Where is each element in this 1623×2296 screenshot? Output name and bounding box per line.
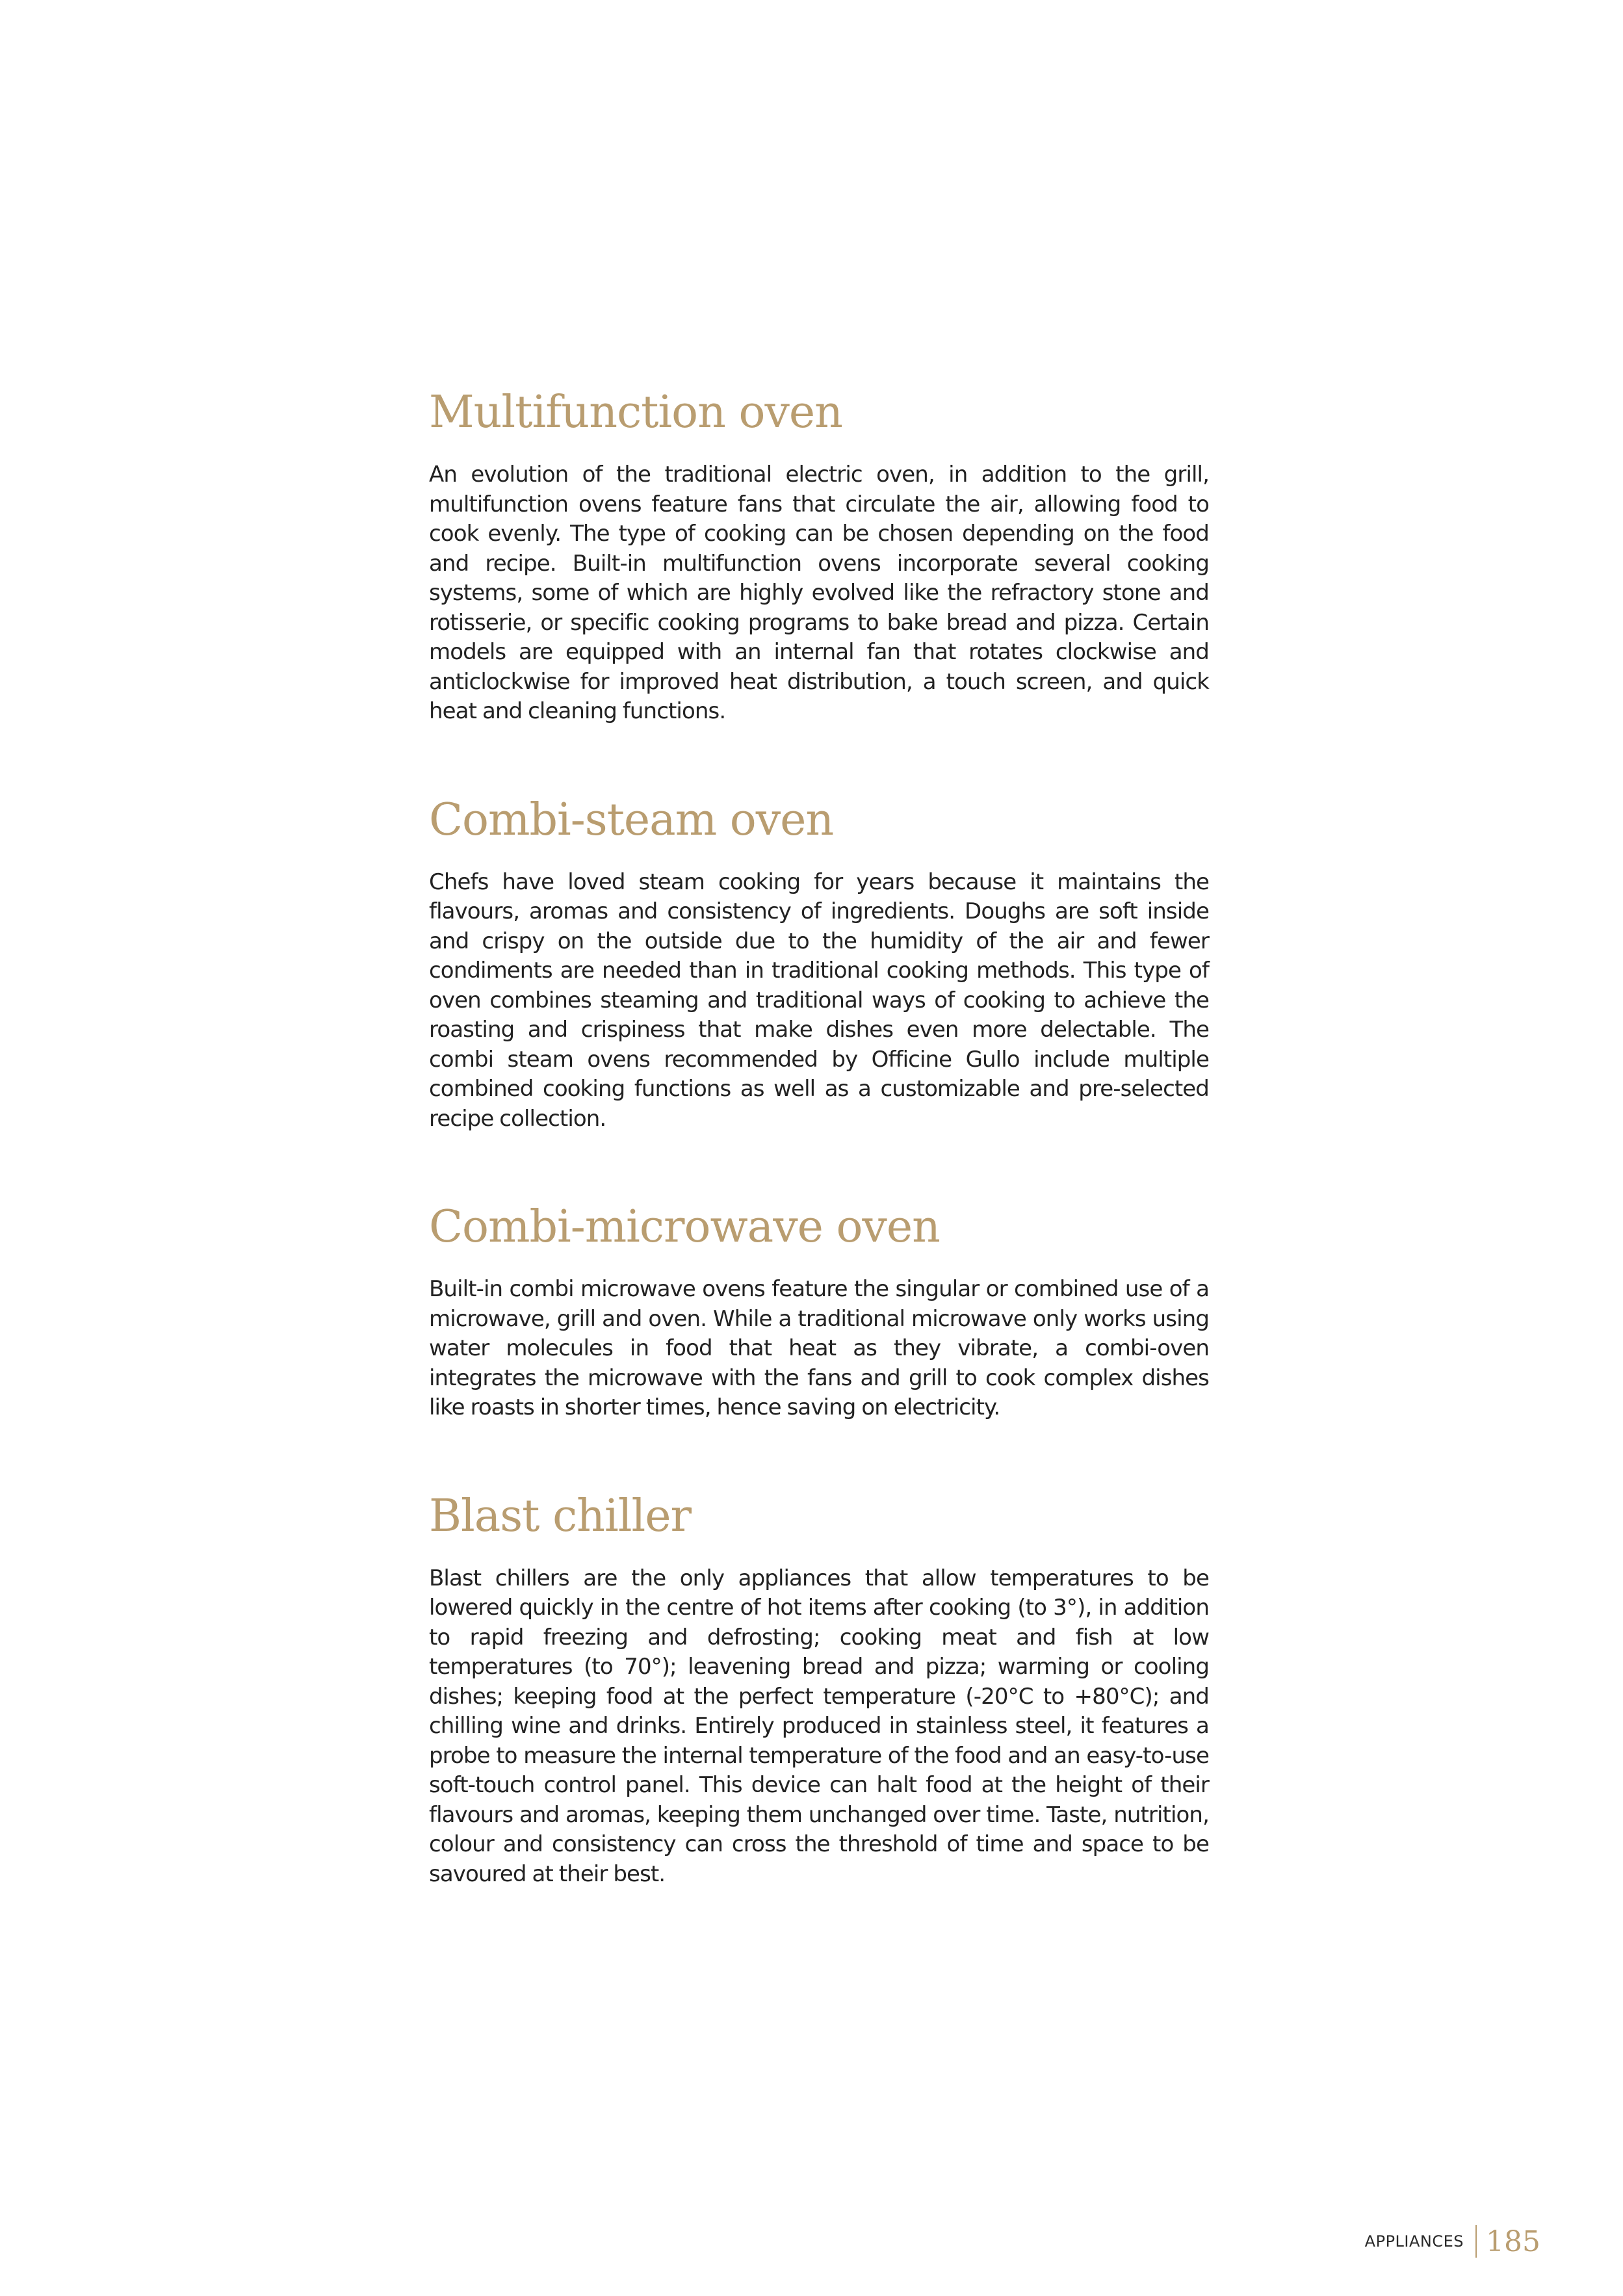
section-heading: Multifunction oven: [429, 387, 842, 438]
section-multifunction-oven: [429, 384, 1209, 727]
footer-section-label: APPLIANCES: [1364, 2232, 1464, 2250]
section-combi-microwave-oven: [429, 1198, 1209, 1423]
section-heading: Combi-steam oven: [429, 794, 834, 846]
section-heading: Blast chiller: [429, 1490, 691, 1542]
section-blast-chiller: [429, 1487, 1209, 1890]
page-footer: [1365, 2222, 1540, 2261]
section-body: An evolution of the traditional electric oven, in addition to the grill, multifunction ovens feature fans that circulate the air, allowing food to cook evenly. The type of cooking can be chosen depending on the food and recipe. Built-in multifunction ovens incorporate several cooking systems, some of which are highly evolved like the refractory stone and rotisserie, or specific cooking programs to bake bread and pizza. Certain models are equipped with an internal fan that rotates clockwise and anticlockwise for improved heat distribution, a touch screen, and quick heat and cleaning functions.: [429, 462, 1209, 724]
section-body: Built-in combi microwave ovens feature the singular or combined use of a microwave, grill and oven. While a traditional microwave only works using water molecules in food that heat as they vibrate, a combi-oven integrates the microwave with the fans and grill to cook complex dishes like roasts in shorter times, hence saving on electricity.: [429, 1276, 1209, 1420]
section-body: Chefs have loved steam cooking for years because it maintains the flavours, aromas and consistency of ingredients. Doughs are soft inside and crispy on the outside due to the humidity of the air and fewer condiments are needed than in traditional cooking methods. This type of oven combines steaming and traditional ways of cooking to achieve the roasting and crispiness that make dishes even more delectable. The combi steam ovens recommended by Officine Gullo include multiple combined cooking functions as well as a customizable and pre-selected recipe collection.: [429, 868, 1209, 1132]
footer-divider: [1475, 2225, 1477, 2258]
section-body: Blast chillers are the only appliances that allow temperatures to be lowered quickly in the centre of hot items after cooking (to 3°), in addition to rapid freezing and defrosting; cooking meat and fish at low temperatures (to 70°); leavening bread and pizza; warming or cooling dishes; keeping food at the perfect temperature (-20°C to +80°C); and chilling wine and drinks. Entirely produced in stainless steel, it features a probe to measure the internal temperature of the food and an easy-to-use soft-touch control panel. This device can halt food at the height of their flavours and aromas, keeping them unchanged over time. Taste, nutrition, colour and consistency can cross the threshold of time and space to be savoured at their best.: [429, 1565, 1209, 1887]
page-number: 185: [1486, 2224, 1540, 2258]
main-content: [429, 384, 1209, 1953]
section-combi-steam-oven: [429, 791, 1209, 1134]
section-heading: Combi-microwave oven: [429, 1201, 940, 1253]
